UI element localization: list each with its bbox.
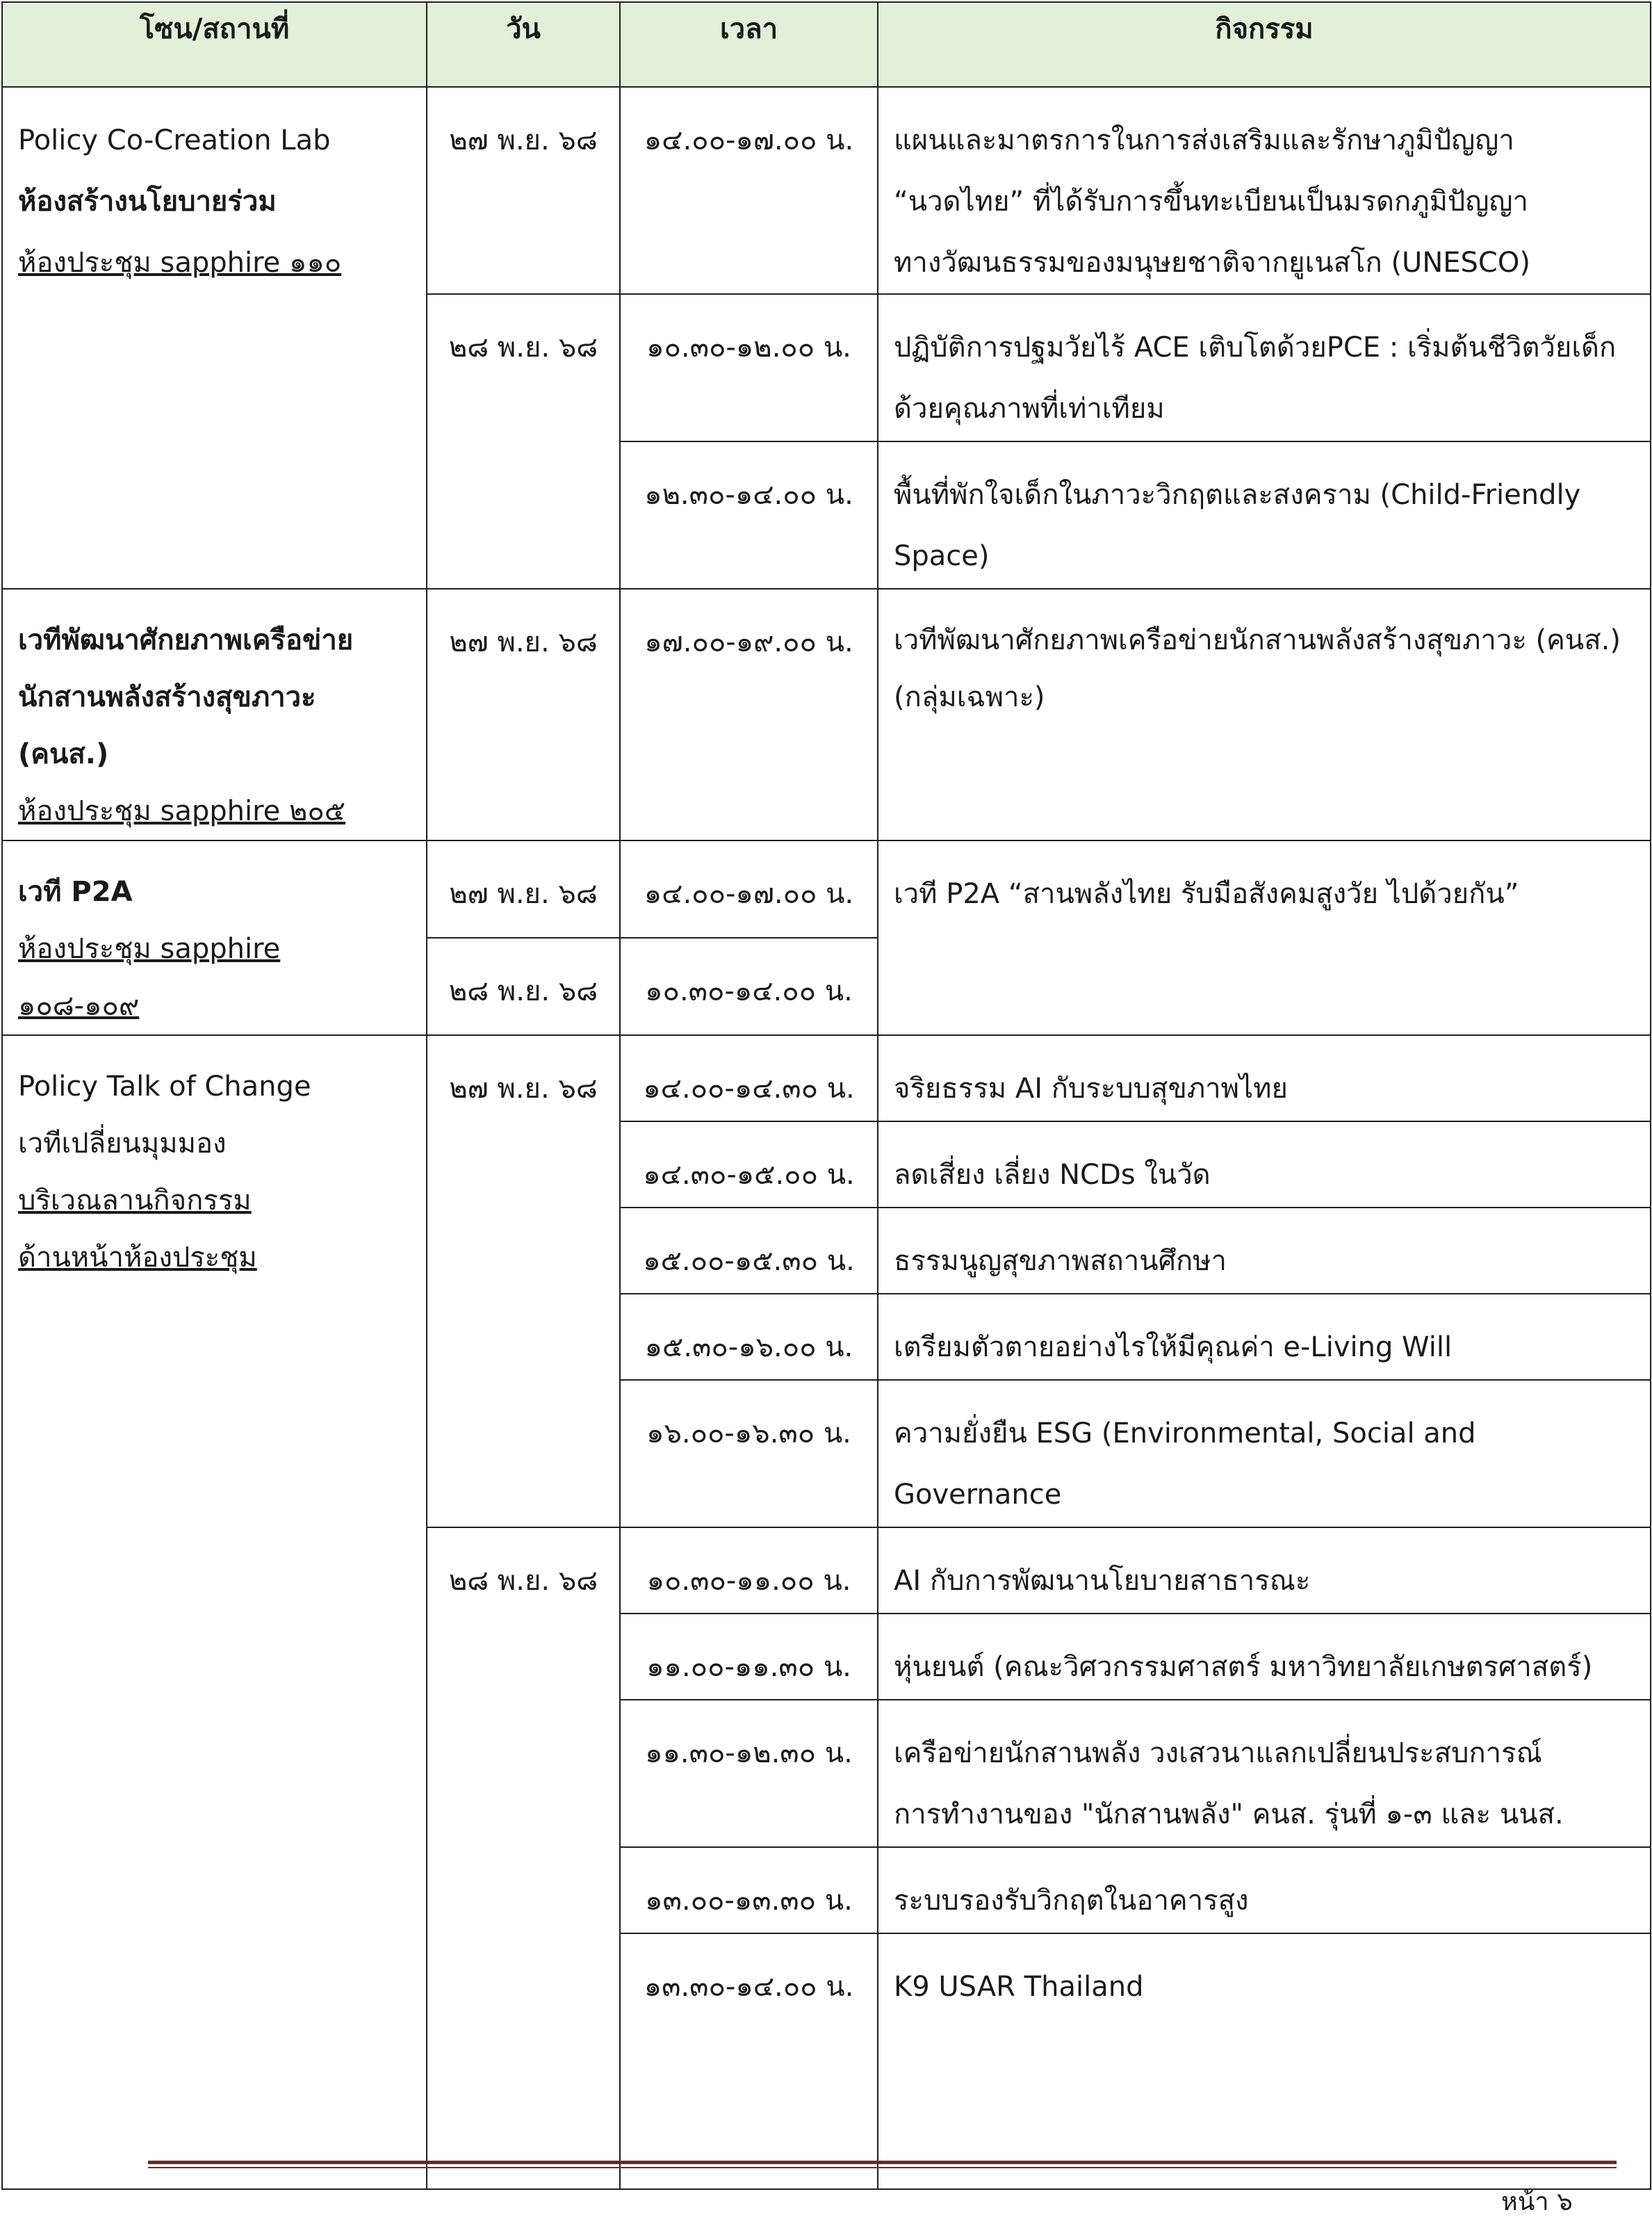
activity-line: ทางวัฒนธรรมของมนุษยชาติจากยูเนสโก (UNESCO) [894, 247, 1530, 279]
time-cell: ๑๐.๓๐-๑๒.๐๐ น. [620, 294, 878, 441]
schedule-table [1, 1, 1651, 2190]
zone-cell-kns [2, 589, 427, 840]
activity-line: ความยั่งยืน ESG (Environmental, Social and [894, 1417, 1476, 1449]
time-cell: ๑๔.๐๐-๑๗.๐๐ น. [620, 87, 878, 294]
date-cell: ๒๘ พ.ย. ๖๘ [427, 294, 620, 589]
date-cell: ๒๗ พ.ย. ๖๘ [427, 1035, 620, 1527]
activity-cell [878, 589, 1651, 840]
activity-line: การทำงานของ "นักสานพลัง" คนส. รุ่นที่ ๑-๓ และ นนส. [894, 1798, 1564, 1830]
time-cell: ๑๑.๐๐-๑๑.๓๐ น. [620, 1614, 878, 1700]
time-cell: ๑๑.๓๐-๑๒.๓๐ น. [620, 1700, 878, 1847]
zone-room: บริเวณลานกิจกรรม [18, 1185, 252, 1217]
table-row [2, 589, 1651, 840]
activity-line: Governance [894, 1479, 1062, 1511]
zone-name: เวที P2A [18, 876, 133, 908]
activity-cell: เตรียมตัวตายอย่างไรให้มีคุณค่า e-Living Will [878, 1294, 1651, 1380]
date-cell: ๒๗ พ.ย. ๖๘ [427, 87, 620, 294]
activity-cell: เวที P2A “สานพลังไทย รับมือสังคมสูงวัย ไปด้วยกัน” [878, 840, 1651, 1035]
header-row [2, 2, 1651, 87]
footer-rule [148, 2161, 1617, 2164]
activity-line: ด้วยคุณภาพที่เท่าเทียม [894, 393, 1165, 425]
activity-cell [878, 1380, 1651, 1527]
activity-cell: ธรรมนูญสุขภาพสถานศึกษา [878, 1208, 1651, 1294]
header-activity: กิจกรรม [878, 2, 1651, 87]
time-cell: ๑๔.๓๐-๑๕.๐๐ น. [620, 1121, 878, 1208]
time-cell: ๑๒.๓๐-๑๔.๐๐ น. [620, 441, 878, 589]
activity-cell: หุ่นยนต์ (คณะวิศวกรรมศาสตร์ มหาวิทยาลัยเกษตรศาสตร์) [878, 1614, 1651, 1700]
zone-name-line: เวทีพัฒนาศักยภาพเครือข่าย [18, 624, 354, 656]
time-cell: ๑๓.๐๐-๑๓.๓๐ น. [620, 1847, 878, 1933]
zone-name-line: นักสานพลังสร้างสุขภาวะ [18, 681, 316, 713]
date-cell: ๒๘ พ.ย. ๖๘ [427, 1527, 620, 2189]
zone-cell-p2a [2, 840, 427, 1035]
zone-room: ห้องประชุม sapphire ๑๑๐ [18, 247, 342, 279]
time-cell: ๑๕.๐๐-๑๕.๓๐ น. [620, 1208, 878, 1294]
page-number: หน้า ๖ [1501, 2188, 1573, 2216]
activity-cell: K9 USAR Thailand [878, 1933, 1651, 2189]
date-cell: ๒๗ พ.ย. ๖๘ [427, 840, 620, 938]
time-cell: ๑๐.๓๐-๑๔.๐๐ น. [620, 938, 878, 1035]
activity-line: “นวดไทย” ที่ได้รับการขึ้นทะเบียนเป็นมรดกภูมิปัญญา [894, 186, 1528, 218]
activity-line: พื้นที่พักใจเด็กในภาวะวิกฤตและสงคราม (Child-Friendly [894, 479, 1581, 511]
activity-line: (กลุ่มเฉพาะ) [894, 681, 1045, 713]
time-cell: ๑๗.๐๐-๑๙.๐๐ น. [620, 589, 878, 840]
date-cell: ๒๗ พ.ย. ๖๘ [427, 589, 620, 840]
zone-room: ห้องประชุม sapphire [18, 933, 281, 965]
activity-cell [878, 441, 1651, 589]
activity-cell: จริยธรรม AI กับระบบสุขภาพไทย [878, 1035, 1651, 1121]
activity-line: เวทีพัฒนาศักยภาพเครือข่ายนักสานพลังสร้างสุขภาวะ (คนส.) [894, 624, 1621, 656]
activity-cell: ลดเสี่ยง เลี่ยง NCDs ในวัด [878, 1121, 1651, 1208]
activity-cell: AI กับการพัฒนานโยบายสาธารณะ [878, 1527, 1651, 1614]
time-cell: ๑๖.๐๐-๑๖.๓๐ น. [620, 1380, 878, 1527]
table-row [2, 840, 1651, 938]
zone-room: ด้านหน้าห้องประชุม [18, 1242, 257, 1274]
header-time: เวลา [620, 2, 878, 87]
header-zone: โซน/สถานที่ [2, 2, 427, 87]
time-cell: ๑๐.๓๐-๑๑.๐๐ น. [620, 1527, 878, 1614]
time-cell: ๑๓.๓๐-๑๔.๐๐ น. [620, 1933, 878, 2189]
activity-line: แผนและมาตรการในการส่งเสริมและรักษาภูมิปัญญา [894, 124, 1514, 156]
time-cell: ๑๔.๐๐-๑๔.๓๐ น. [620, 1035, 878, 1121]
zone-room: ๑๐๘-๑๐๙ [18, 990, 140, 1022]
zone-cell-cocreation [2, 87, 427, 589]
activity-line: เครือข่ายนักสานพลัง วงเสวนาแลกเปลี่ยนประสบการณ์ [894, 1737, 1542, 1769]
time-cell: ๑๔.๐๐-๑๗.๐๐ น. [620, 840, 878, 938]
zone-name-th: ห้องสร้างนโยบายร่วม [18, 186, 277, 218]
header-date: วัน [427, 2, 620, 87]
zone-name-en: Policy Talk of Change [18, 1071, 311, 1103]
table-row [2, 1035, 1651, 1121]
time-cell: ๑๕.๓๐-๑๖.๐๐ น. [620, 1294, 878, 1380]
zone-name-line: (คนส.) [18, 738, 109, 770]
activity-cell [878, 1700, 1651, 1847]
date-cell: ๒๘ พ.ย. ๖๘ [427, 938, 620, 1035]
footer-rule-thin [148, 2167, 1617, 2168]
activity-cell [878, 87, 1651, 294]
zone-name-th: เวทีเปลี่ยนมุมมอง [18, 1128, 227, 1160]
activity-cell: ระบบรองรับวิกฤตในอาคารสูง [878, 1847, 1651, 1933]
zone-cell-talk [2, 1035, 427, 2189]
table-row [2, 87, 1651, 294]
activity-cell [878, 294, 1651, 441]
activity-line: Space) [894, 540, 990, 572]
zone-name-en: Policy Co-Creation Lab [18, 124, 331, 156]
zone-room: ห้องประชุม sapphire ๒๐๕ [18, 795, 346, 827]
activity-line: ปฏิบัติการปฐมวัยไร้ ACE เติบโตด้วยPCE : เริ่มต้นชีวิตวัยเด็ก [894, 332, 1617, 364]
